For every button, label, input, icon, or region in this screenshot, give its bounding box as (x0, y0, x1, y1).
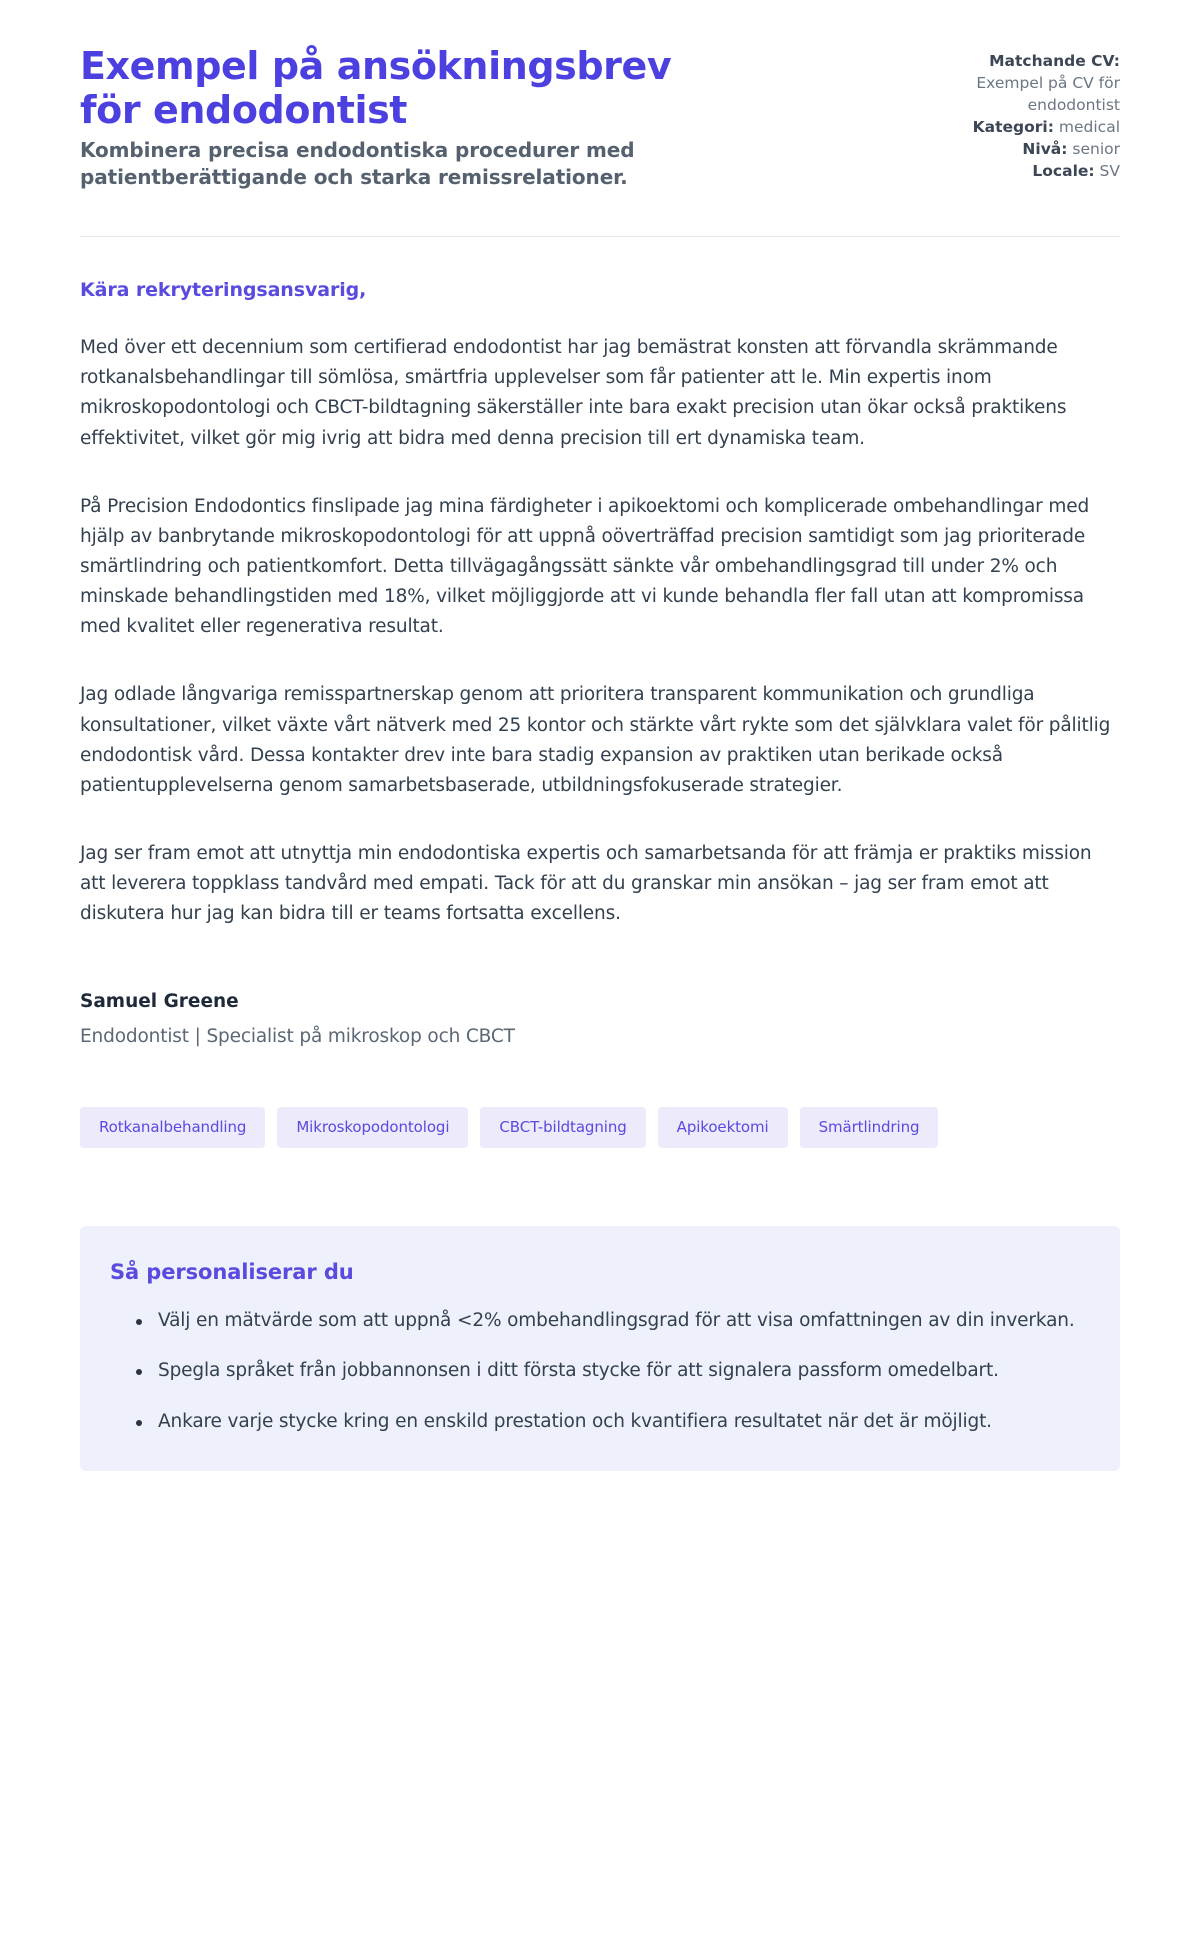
letter-body (80, 237, 1120, 1047)
meta-locale-value: SV (1099, 162, 1120, 180)
meta-level (905, 138, 1120, 160)
document-metadata (905, 44, 1120, 182)
meta-category (905, 116, 1120, 138)
tips-list-item: Spegla språket från jobbannonsen i ditt första stycke för att signalera passform omedelbart. (136, 1356, 1086, 1386)
skill-tag[interactable]: CBCT-bildtagning (480, 1107, 645, 1148)
tips-title: Så personaliserar du (110, 1260, 354, 1285)
tips-list-item: Välj en mätvärde som att uppnå <2% ombehandlingsgrad för att visa omfattningen av din inverkan. (136, 1306, 1086, 1336)
letter-paragraph: Med över ett decennium som certifierad endodontist har jag bemästrat konsten att förvandla skrämmande rotkanalsbehandlingar till sömlösa, smärtfria upplevelser som får patienter att le. Min expertis inom mikroskopodontologi och CBCT-bildtagning säkerställer inte bara exakt precision utan ökar också praktikens effektivitet, vilket gör mig ivrig att bidra med denna precision till ert dynamiska team. (80, 337, 1067, 449)
tips-list (110, 1306, 1086, 1436)
signature-role: Endodontist | Specialist på mikroskop och CBCT (80, 1026, 515, 1048)
letter-paragraph: Jag odlade långvariga remisspartnerskap genom att prioritera transparent kommunikation och grundliga konsultationer, vilket växte vårt nätverk med 25 kontor och stärkte vårt rykte som det självklara valet för pålitlig endodontisk vård. Dessa kontakter drev inte bara stadig expansion av praktiken utan berikade också patientupplevelserna genom samarbetsbaserade, utbildningsfokuserade strategier. (80, 684, 1111, 796)
meta-locale-label: Locale: (1032, 162, 1095, 180)
meta-matching-cv-value: Exempel på CV för endodontist (976, 74, 1120, 114)
meta-matching-cv (905, 50, 1120, 72)
skill-tag[interactable]: Apikoektomi (658, 1107, 788, 1148)
skill-tag[interactable]: Smärtlindring (800, 1107, 939, 1148)
tips-list-item: Ankare varje stycke kring en enskild prestation och kvantifiera resultatet när det är möjligt. (136, 1407, 1086, 1437)
meta-matching-cv-value-row (905, 72, 1120, 116)
meta-locale (905, 160, 1120, 182)
page-subtitle: Kombinera precisa endodontiska procedurer med patientberättigande och starka remissrelationer. (80, 137, 635, 189)
header-text-block (80, 44, 720, 190)
page-header (80, 44, 1120, 190)
page-title: Exempel på ansökningsbrev för endodontist (80, 44, 672, 133)
meta-category-label: Kategori: (972, 118, 1054, 136)
letter-salutation: Kära rekryteringsansvarig, (80, 279, 367, 302)
meta-level-label: Nivå: (1022, 140, 1068, 158)
letter-paragraph: På Precision Endodontics finslipade jag mina färdigheter i apikoektomi och komplicerade ombehandlingar med hjälp av banbrytande mikroskopodontologi för att uppnå oöverträffad precision samtidigt som jag prioriterade smärtlindring och patientkomfort. Detta tillvägagångssätt sänkte vår ombehandlingsgrad till under 2% och minskade behandlingstiden med 18%, vilket möjliggjorde att vi kunde behandla fler fall utan att kompromissa med kvalitet eller regenerativa resultat. (80, 495, 1090, 638)
signature-name: Samuel Greene (80, 991, 239, 1013)
skill-tag[interactable]: Mikroskopodontologi (277, 1107, 468, 1148)
meta-level-value: senior (1072, 140, 1120, 158)
signature-block (80, 991, 1120, 1047)
meta-category-value: medical (1058, 118, 1120, 136)
meta-matching-cv-label: Matchande CV: (989, 52, 1120, 70)
skill-tag[interactable]: Rotkanalbehandling (80, 1107, 265, 1148)
skill-tag-list (80, 1107, 1120, 1148)
personalization-tips-card (80, 1226, 1120, 1470)
letter-paragraph: Jag ser fram emot att utnyttja min endodontiska expertis och samarbetsanda för att främja er praktiks mission att leverera toppklass tandvård med empati. Tack för att du granskar min ansökan – jag ser fram emot att diskutera hur jag kan bidra till er teams fortsatta excellens. (80, 842, 1092, 925)
